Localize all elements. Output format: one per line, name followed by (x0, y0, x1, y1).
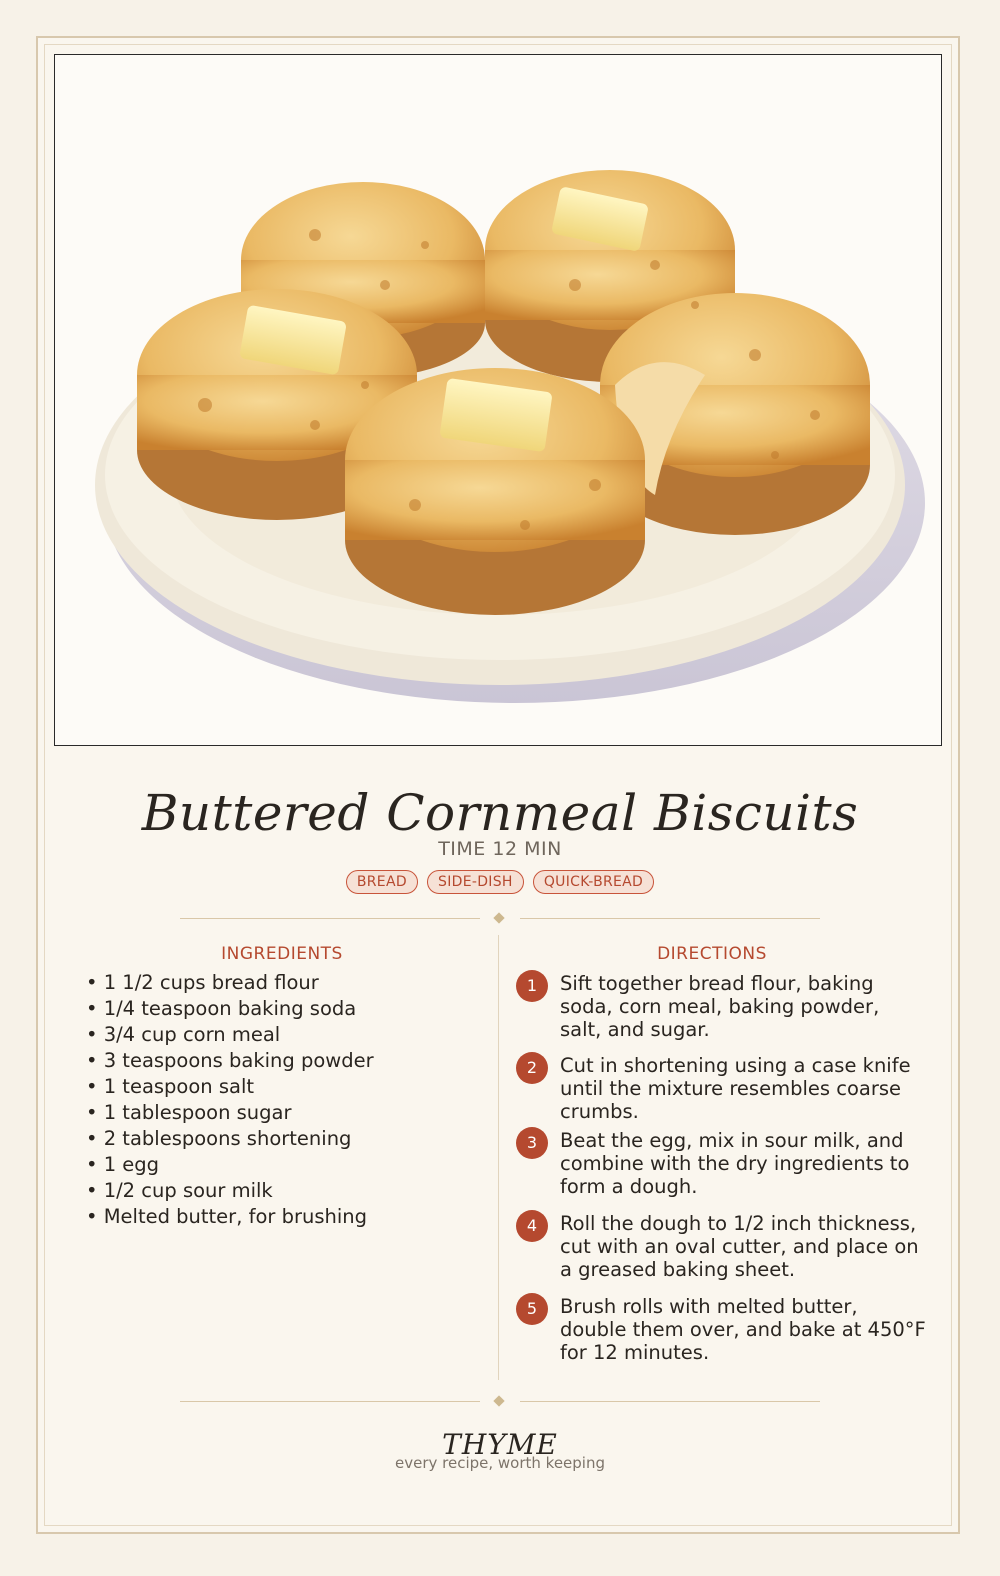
directions-heading: DIRECTIONS (657, 944, 767, 964)
ingredients-list (86, 970, 374, 1230)
column-divider (498, 935, 499, 1380)
recipe-title: Buttered Cornmeal Biscuits (141, 784, 859, 842)
hero-image (54, 54, 942, 746)
cook-time: TIME 12 MIN (438, 838, 562, 860)
list-item: • 1 teaspoon salt (86, 1075, 255, 1098)
step-text: Brush rolls with melted butter, double them over, and bake at 450°F for 12 minutes. (560, 1295, 926, 1364)
list-item: • 3/4 cup corn meal (86, 1023, 281, 1046)
tag-list (0, 870, 1000, 894)
diamond-ornament-icon (493, 1395, 504, 1406)
list-item: • 1 1/2 cups bread flour (86, 971, 319, 994)
tag-side-dish[interactable]: SIDE-DISH (427, 870, 524, 894)
step-text: Cut in shortening using a case knife until the mixture resembles coarse crumbs. (560, 1054, 911, 1123)
brand-logo: THYME (442, 1428, 558, 1461)
tag-quick-bread[interactable]: QUICK-BREAD (533, 870, 654, 894)
step-number-badge: 2 (516, 1052, 548, 1084)
step-number-badge: 4 (516, 1210, 548, 1242)
step-number-badge: 3 (516, 1127, 548, 1159)
list-item: • 1/2 cup sour milk (86, 1179, 273, 1202)
step-text: Roll the dough to 1/2 inch thickness, cut with an oval cutter, and place on a greased baking sheet. (560, 1212, 919, 1281)
diamond-ornament-icon (493, 912, 504, 923)
brand-tagline: every recipe, worth keeping (394, 1454, 605, 1472)
list-item: • Melted butter, for brushing (86, 1205, 368, 1228)
tag-bread[interactable]: BREAD (346, 870, 418, 894)
biscuits-illustration (55, 55, 942, 746)
list-item: • 2 tablespoons shortening (86, 1127, 352, 1150)
step-number-badge: 1 (516, 970, 548, 1002)
step-text: Sift together bread flour, baking soda, corn meal, baking powder, salt, and sugar. (560, 972, 880, 1041)
ingredients-heading: INGREDIENTS (221, 944, 343, 964)
step-number-badge: 5 (516, 1293, 548, 1325)
list-item: • 1 tablespoon sugar (86, 1101, 292, 1124)
list-item: • 1/4 teaspoon baking soda (86, 997, 357, 1020)
bottom-divider (180, 1396, 820, 1408)
top-divider (180, 913, 820, 925)
list-item: • 1 egg (86, 1153, 160, 1176)
step-text: Beat the egg, mix in sour milk, and combine with the dry ingredients to form a dough. (560, 1129, 910, 1198)
list-item: • 3 teaspoons baking powder (86, 1049, 374, 1072)
